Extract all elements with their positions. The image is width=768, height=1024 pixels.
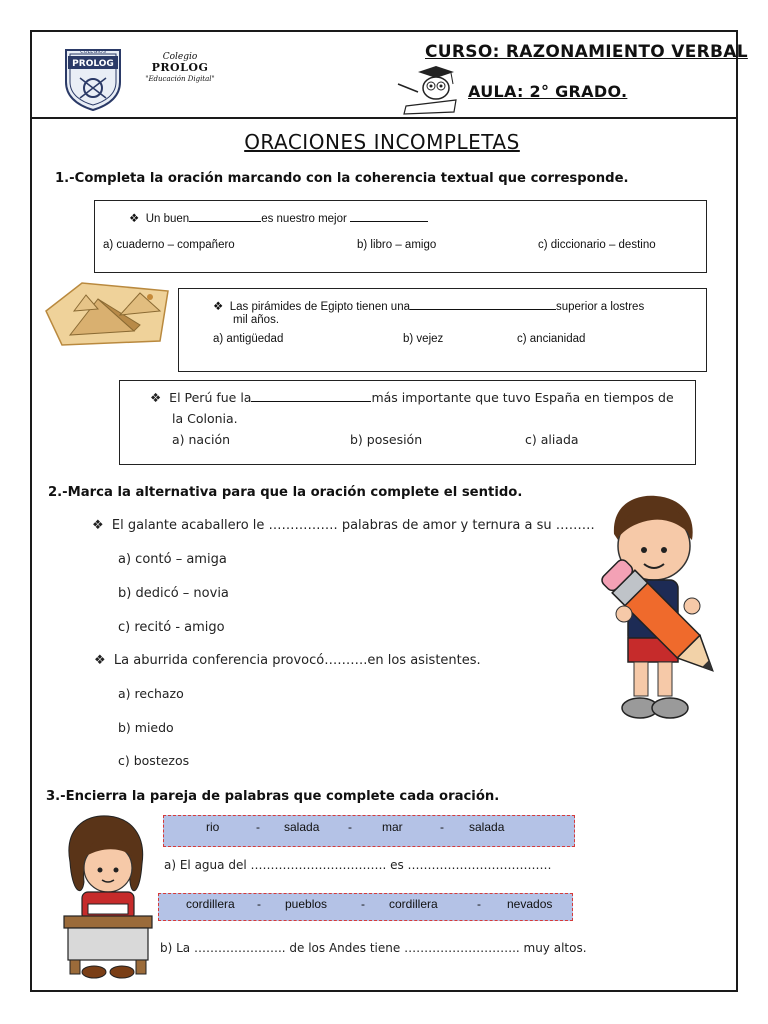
section1-item1-box bbox=[94, 200, 707, 273]
section1-item1-sentence: ❖ Un buen es nuestro mejor bbox=[129, 209, 428, 225]
section2-item2-sentence: ❖ La aburrida conferencia provocó……….en los asistentes. bbox=[94, 653, 481, 668]
logo-top-text: COLEGIOS bbox=[80, 49, 106, 55]
answer-blank[interactable] bbox=[350, 209, 428, 222]
child-at-desk-illustration bbox=[60, 812, 156, 980]
pair2-word[interactable]: cordillera bbox=[186, 897, 235, 911]
section2-heading: 2.-Marca la alternativa para que la oración complete el sentido. bbox=[48, 485, 523, 500]
section1-item1-option-a[interactable]: a) cuaderno – compañero bbox=[103, 239, 235, 251]
pair2-separator: - bbox=[257, 897, 261, 911]
answer-blank[interactable] bbox=[251, 389, 371, 402]
word-pair-box-2[interactable] bbox=[158, 893, 573, 921]
bullet-icon: ❖ bbox=[150, 390, 162, 405]
pair2-word[interactable]: pueblos bbox=[285, 897, 328, 911]
course-title: CURSO: RAZONAMIENTO VERBAL bbox=[425, 42, 748, 62]
school-name: PROLOG bbox=[151, 61, 209, 75]
section1-heading: 1.-Completa la oración marcando con la coherencia textual que corresponde. bbox=[55, 171, 629, 186]
pyramids-illustration bbox=[42, 281, 172, 347]
pair1-word[interactable]: mar bbox=[382, 820, 403, 834]
pair1-word[interactable]: salada bbox=[469, 820, 505, 834]
school-logo bbox=[60, 44, 126, 112]
pair2-separator: - bbox=[477, 897, 481, 911]
owl-graduate-icon bbox=[396, 66, 460, 116]
section1-item3-sentence: ❖ El Perú fue la más importante que tuvo España en tiempos de bbox=[150, 390, 674, 405]
pair2-separator: - bbox=[361, 897, 365, 911]
pair1-separator: - bbox=[256, 820, 260, 834]
section1-item2-option-c[interactable]: c) ancianidad bbox=[517, 333, 586, 345]
answer-blank[interactable] bbox=[410, 297, 556, 310]
logo-text: PROLOG bbox=[72, 59, 114, 69]
section2-item1-option-b[interactable]: b) dedicó – novia bbox=[118, 586, 229, 601]
bullet-icon: ❖ bbox=[213, 301, 224, 313]
section2-item1-option-c[interactable]: c) recitó - amigo bbox=[118, 620, 225, 635]
page-title: ORACIONES INCOMPLETAS bbox=[244, 130, 520, 154]
section2-item2-option-c[interactable]: c) bostezos bbox=[118, 753, 190, 768]
section1-item2-sentence-cont: mil años. bbox=[233, 314, 280, 326]
bullet-icon: ❖ bbox=[94, 653, 106, 668]
section1-item2-sentence: ❖ Las pirámides de Egipto tienen una superior a lostres bbox=[213, 297, 644, 313]
section1-item2-option-b[interactable]: b) vejez bbox=[403, 333, 444, 345]
section1-item1-option-b[interactable]: b) libro – amigo bbox=[357, 239, 437, 251]
grade-title: AULA: 2° GRADO. bbox=[468, 82, 628, 101]
section2-item1-sentence: ❖ El galante acaballero le ……………. palabras de amor y ternura a su ……… bbox=[92, 518, 595, 533]
pair2-word[interactable]: cordillera bbox=[389, 897, 438, 911]
bullet-icon: ❖ bbox=[92, 518, 104, 533]
section1-item3-box bbox=[119, 380, 696, 465]
section3-sentence-a: a) El agua del ……………………………. es ……………………………… bbox=[164, 858, 552, 872]
section1-item1-option-c[interactable]: c) diccionario – destino bbox=[538, 239, 656, 251]
section2-item1-option-a[interactable]: a) contó – amiga bbox=[118, 552, 227, 567]
school-tagline: "Educación Digital" bbox=[145, 74, 215, 83]
section3-sentence-b: b) La ………………….. de los Andes tiene ……………………….. muy altos. bbox=[160, 941, 587, 955]
section1-item3-sentence-cont: la Colonia. bbox=[172, 411, 238, 426]
section1-item3-option-b[interactable]: b) posesión bbox=[350, 432, 423, 447]
bullet-icon: ❖ bbox=[129, 213, 140, 225]
pair1-word[interactable]: salada bbox=[284, 820, 320, 834]
word-pair-box-1[interactable] bbox=[163, 815, 575, 847]
school-name-block bbox=[140, 52, 220, 83]
section3-heading: 3.-Encierra la pareja de palabras que complete cada oración. bbox=[46, 789, 500, 804]
section1-item3-option-a[interactable]: a) nación bbox=[172, 432, 231, 447]
pair2-word[interactable]: nevados bbox=[507, 897, 553, 911]
section1-item2-option-a[interactable]: a) antigüedad bbox=[213, 333, 284, 345]
answer-blank[interactable] bbox=[189, 209, 261, 222]
boy-with-pencil-illustration bbox=[596, 494, 726, 730]
section2-item2-option-b[interactable]: b) miedo bbox=[118, 720, 174, 735]
pair1-separator: - bbox=[348, 820, 352, 834]
section1-item2-box bbox=[178, 288, 707, 372]
pair1-separator: - bbox=[440, 820, 444, 834]
section2-item2-option-a[interactable]: a) rechazo bbox=[118, 686, 184, 701]
school-line1: Colegio bbox=[162, 52, 198, 62]
pair1-word[interactable]: rio bbox=[206, 820, 220, 834]
section1-item3-option-c[interactable]: c) aliada bbox=[525, 432, 579, 447]
header-divider bbox=[30, 117, 738, 119]
